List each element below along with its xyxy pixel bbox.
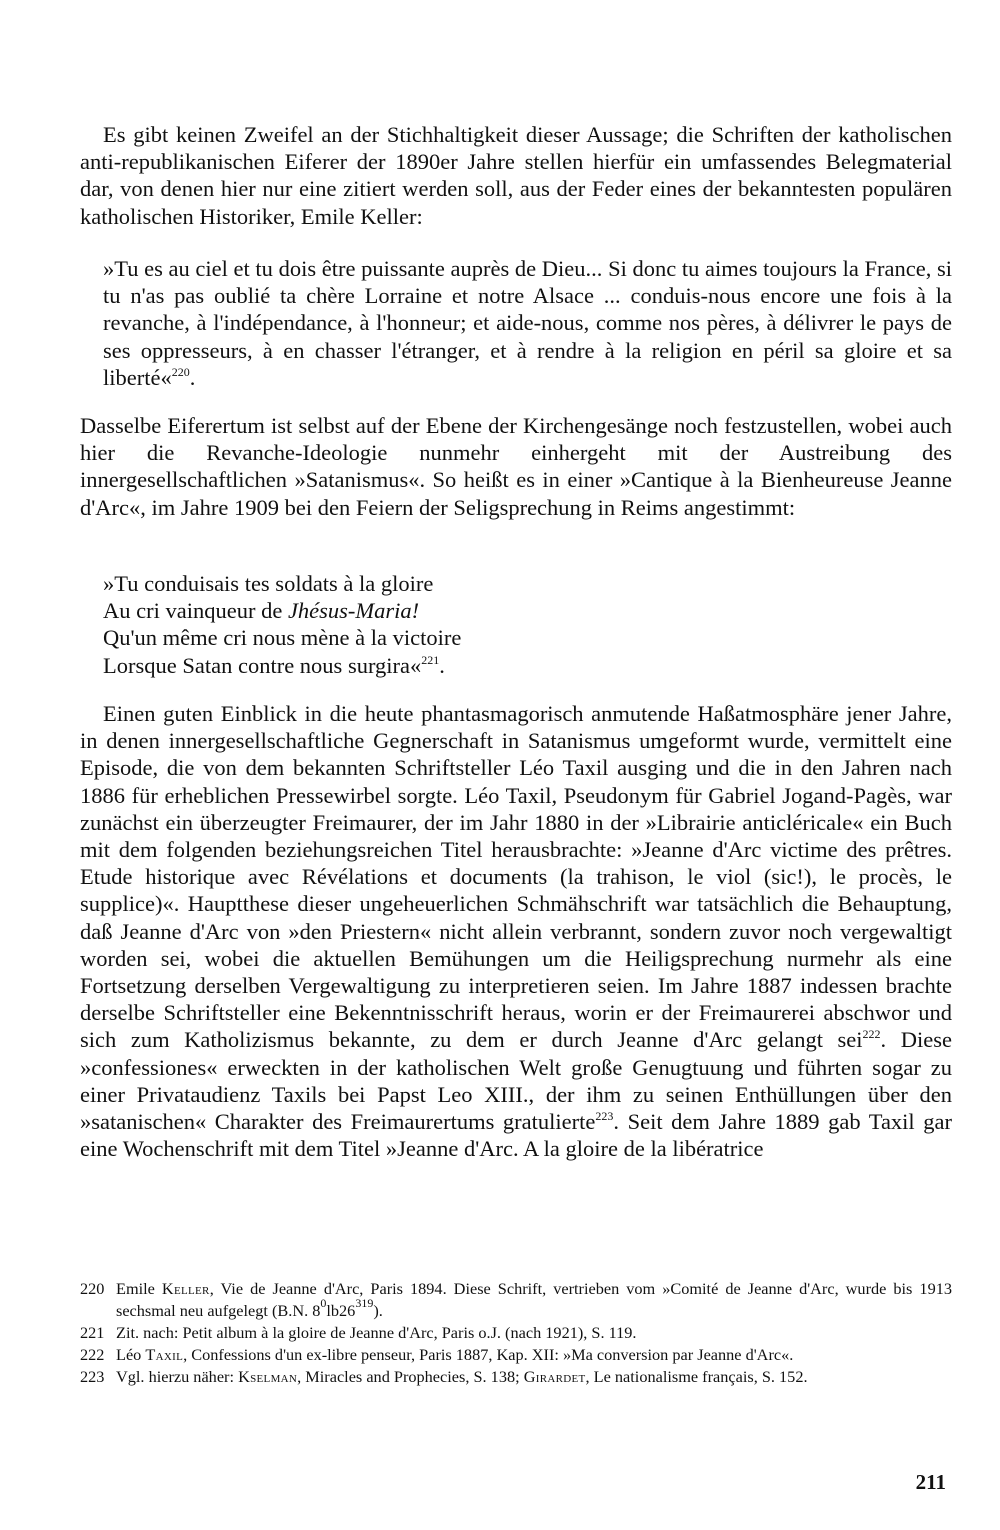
footnote-220: [80, 1278, 952, 1322]
footnote-body-2: , Le nationalisme français, S. 152.: [585, 1367, 808, 1386]
quote-keller-text: »Tu es au ciel et tu dois être puissante auprès de Dieu... Si donc tu aimes toujours la France, si tu n'as pas oublié ta chère Lorraine et notre Alsace ... conduis-nous encore une fois à la revanche, à l'indépendance, à l'honneur; et aide-nous, comme nos pères, à délivrer le pays de ses oppresseurs, à en chasser l'étranger, et à rendre à la religion en péril sa gloire et sa liberté«: [103, 256, 952, 390]
paragraph-taxil: [80, 700, 952, 1162]
verse-line-2-text: Au cri vainqueur de: [103, 598, 288, 624]
verse-end: .: [439, 652, 445, 678]
footnote-ref-220[interactable]: 220: [171, 364, 190, 379]
footnotes-section: [80, 1278, 952, 1388]
page-number: 211: [915, 1470, 946, 1494]
quote-keller-end: .: [189, 364, 196, 390]
paragraph-cantique: [80, 412, 952, 521]
paragraph-taxil-text-a: Einen guten Einblick in die heute phantasmagorisch anmutende Haßatmosphäre jener Jahre, in denen innergesellschaftliche Gegnerschaft in Satanismus umgeformt wurde, vermittelt eine Episode, die von dem bekannten Schriftsteller Léo Taxil ausging und die in den Jahren nach 1886 für erheblichen Pressewirbel sorgte. Léo Taxil, Pseudonym für Gabriel Jogand-Pagès, war zunächst ein überzeugter Freimaurer, der im Jahr 1880 in der »Librairie anticléricale« ein Buch mit dem folgenden beziehungsreichen Titel herausbrachte: »Jeanne d'Arc victime des prêtres. Etude historique avec Révélations et documents (la trahison, le viol (sic!), le procès, le supplice)«. Hauptthese dieser ungeheuerlichen Schmähschrift war tatsächlich die Behauptung, daß Jeanne d'Arc von »den Priestern« nicht allein verbrannt, sondern zuvor noch vergewaltigt worden sei, wobei die aktuellen Bemühungen um die Heiligsprechung nurmehr als eine Fortsetzung derselben Vergewaltigung zu interpretieren seien. Im Jahre 1887 indessen brachte derselbe Schriftsteller eine Bekenntnisschrift heraus, worin er der Freimaurerei abschwor und sich zum Katholizismus bekannte, zu dem er durch Jeanne d'Arc gelangt sei: [80, 701, 952, 1053]
footnote-pre: Vgl. hierzu näher:: [116, 1367, 239, 1386]
paragraph-intro-text: Es gibt keinen Zweifel an der Stichhaltigkeit dieser Aussage; die Schriften der katholischen anti-republikanischen Eiferer der 1890er Jahre stellen hierfür ein umfassendes Belegmaterial dar, von denen hier nur eine zitiert werden soll, aus der Feder eines der bekanntesten populären katholischen Historiker, Emile Keller:: [80, 122, 952, 229]
footnote-sup-2: 319: [355, 1296, 374, 1310]
footnote-sup: 0: [320, 1296, 327, 1310]
paragraph-intro: [80, 121, 952, 230]
footnote-ref-222[interactable]: 222: [862, 1027, 881, 1042]
footnote-text: Zit. nach: Petit album à la gloire de Jeanne d'Arc, Paris o.J. (nach 1921), S. 119.: [116, 1323, 637, 1342]
footnote-body-2: lb26: [326, 1301, 356, 1320]
verse-line-4: [103, 652, 461, 679]
footnote-body-3: ).: [373, 1301, 383, 1320]
footnote-body: , Confessions d'un ex-libre penseur, Paris 1887, Kap. XII: »Ma conversion par Jeanne d'Arc«.: [183, 1345, 794, 1364]
footnote-223: [80, 1366, 952, 1388]
footnote-body: , Miracles and Prophecies, S. 138;: [297, 1367, 524, 1386]
footnote-pre: Léo: [116, 1345, 146, 1364]
footnote-text: [116, 1344, 952, 1366]
footnote-text: [116, 1366, 952, 1388]
verse-line-2-emphasis: Jhésus-Maria!: [287, 598, 420, 624]
footnote-221: [80, 1322, 952, 1344]
quote-keller: [103, 255, 952, 391]
verse-line-1: »Tu conduisais tes soldats à la gloire: [103, 571, 434, 596]
footnote-222: [80, 1344, 952, 1366]
footnote-text: [116, 1278, 952, 1322]
verse-quote: [103, 570, 461, 679]
footnote-ref-221[interactable]: 221: [421, 652, 440, 667]
verse-line-3: Qu'un même cri nous mène à la victoire: [103, 625, 462, 651]
verse-line-2: [103, 597, 461, 624]
footnote-body: , Vie de Jeanne d'Arc, Paris 1894. Diese Schrift, vertrieben vom »Comité de Jeanne d'Arc, wurde bis 1913 sechsmal neu aufgelegt (B.N. 8: [116, 1279, 952, 1320]
verse-line-4-text: Lorsque Satan contre nous surgira«: [103, 652, 422, 678]
footnote-author: Kselman: [238, 1367, 298, 1386]
paragraph-taxil-text-c: . Seit dem Jahre 1889 gab Taxil gar eine Wochenschrift mit dem Titel »Jeanne d'Arc. A la gloire de la libératrice: [80, 1109, 952, 1162]
footnote-number: 222: [80, 1345, 105, 1364]
footnote-number: 221: [80, 1323, 105, 1342]
paragraph-taxil-text-b: . Diese »confessiones« erweckten in der katholischen Welt große Genugtuung und führten sogar zu einer Privataudienz Taxils bei Papst Leo XIII., der ihm zu seinen Enthüllungen über den »satanischen« Charakter des Freimaurertums gratulierte: [80, 1027, 952, 1135]
footnote-number: 220: [80, 1279, 105, 1298]
paragraph-cantique-text: Dasselbe Eiferertum ist selbst auf der Ebene der Kirchengesänge noch festzustellen, wobei auch hier die Revanche-Ideologie nunmehr einhergeht mit der Austreibung des innergesellschaftlichen »Satanismus«. So heißt es in einer »Cantique à la Bienheureuse Jeanne d'Arc«, im Jahre 1909 bei den Feiern der Seligsprechung in Reims angestimmt:: [80, 413, 952, 520]
footnote-author-2: Girardet: [523, 1367, 586, 1386]
footnote-number: 223: [80, 1367, 105, 1386]
footnote-pre: Emile: [116, 1279, 162, 1298]
footnote-author: Keller: [161, 1279, 210, 1298]
footnote-author: Taxil: [145, 1345, 184, 1364]
footnote-ref-223[interactable]: 223: [595, 1109, 614, 1124]
